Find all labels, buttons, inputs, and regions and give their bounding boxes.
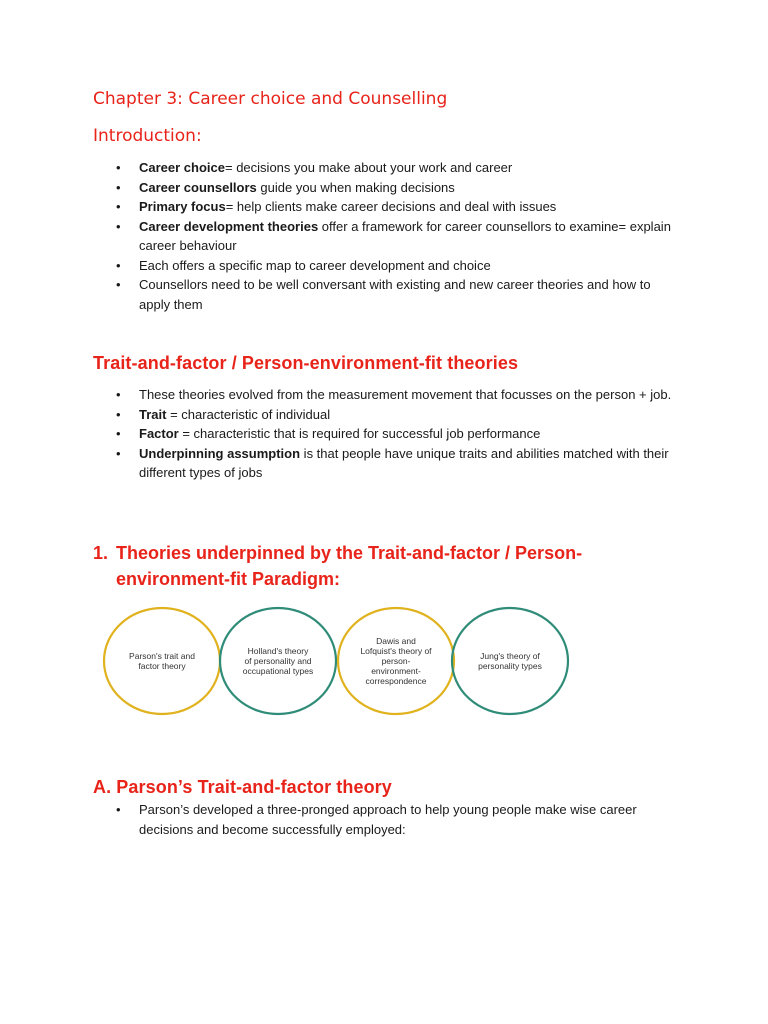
bullet-text: offer a framework for career counsellors to examine= explain career behaviour (139, 218, 671, 253)
heading-number: 1. (93, 543, 109, 563)
theory-label: Holland's theory (247, 646, 309, 656)
bullet-item (93, 178, 683, 198)
theory-label: Lofquist's theory of (360, 646, 432, 656)
bullet-icon: • (116, 426, 121, 441)
bullet-text: guide you when making decisions (256, 179, 455, 195)
bullet-term: Career development theories (139, 218, 319, 234)
theory-label: Jung's theory of (480, 651, 540, 661)
intro-heading: Introduction: (93, 126, 202, 146)
bullet-item (93, 444, 683, 483)
theory-circle (452, 608, 568, 714)
theory-circle (338, 608, 454, 714)
bullet-icon: • (116, 406, 121, 422)
bullet-text: = characteristic of individual (166, 406, 331, 422)
theory-label: factor theory (138, 661, 186, 671)
bullet-icon: • (116, 199, 121, 214)
heading-text: Theories underpinned by the Trait-and-factor / Person-environment-fit Paradigm: (116, 543, 583, 589)
bullet-item (93, 405, 683, 425)
numbered-heading (93, 540, 606, 592)
bullet-icon: • (116, 277, 121, 292)
theory-label: Parson's trait and (129, 651, 195, 661)
theory-label: Dawis and (376, 636, 416, 646)
bullet-icon: • (116, 445, 121, 461)
bullet-icon: • (116, 218, 121, 234)
theory-label: environment- (371, 666, 421, 676)
bullet-item (93, 217, 683, 256)
bullet-item (93, 256, 683, 276)
theory-label: personality types (478, 661, 542, 671)
theory-label: of personality and (244, 656, 312, 666)
bullet-text: is that people have unique traits and abilities matched with their different types of jobs (139, 445, 669, 480)
bullet-term: Factor (139, 426, 179, 441)
bullet-icon: • (116, 257, 121, 273)
bullet-item (93, 424, 683, 444)
bullet-icon: • (116, 179, 121, 195)
section-a-bullet-list (93, 800, 683, 839)
bullet-item (93, 800, 683, 839)
bullet-item (93, 275, 683, 314)
bullet-term: Underpinning assumption (139, 445, 301, 461)
bullet-icon: • (116, 160, 121, 175)
theory-label: person- (381, 656, 411, 666)
section-a-heading: A. Parson’s Trait-and-factor theory (93, 777, 392, 797)
chapter-title: Chapter 3: Career choice and Counselling (93, 89, 448, 109)
bullet-item (93, 197, 683, 217)
bullet-text: = decisions you make about your work and career (225, 160, 513, 175)
bullet-text: These theories evolved from the measurement movement that focusses on the person + job. (139, 387, 672, 402)
bullet-item (93, 385, 683, 405)
bullet-text: = characteristic that is required for successful job performance (178, 426, 541, 441)
bullet-item (93, 158, 683, 178)
theory-circle (220, 608, 336, 714)
bullet-text: = help clients make career decisions and deal with issues (225, 199, 557, 214)
bullet-text: Each offers a specific map to career development and choice (139, 257, 491, 273)
theory-circle (104, 608, 220, 714)
bullet-term: Primary focus (139, 199, 226, 214)
bullet-text: Counsellors need to be well conversant with existing and new career theories and how to apply them (139, 277, 651, 312)
theory-label: occupational types (242, 666, 314, 676)
trait-bullet-list (93, 385, 683, 483)
bullet-term: Career choice (139, 160, 225, 175)
bullet-icon: • (116, 802, 121, 817)
theories-circle-diagram (100, 605, 580, 725)
bullet-term: Trait (139, 406, 167, 422)
bullet-icon: • (116, 387, 121, 402)
bullet-term: Career counsellors (139, 179, 257, 195)
bullet-text: Parson’s developed a three-pronged approach to help young people make wise career decisions and become successfully employed: (139, 802, 637, 837)
theory-label: correspondence (365, 676, 427, 686)
trait-section-heading: Trait-and-factor / Person-environment-fit theories (93, 353, 519, 373)
intro-bullet-list (93, 158, 683, 314)
